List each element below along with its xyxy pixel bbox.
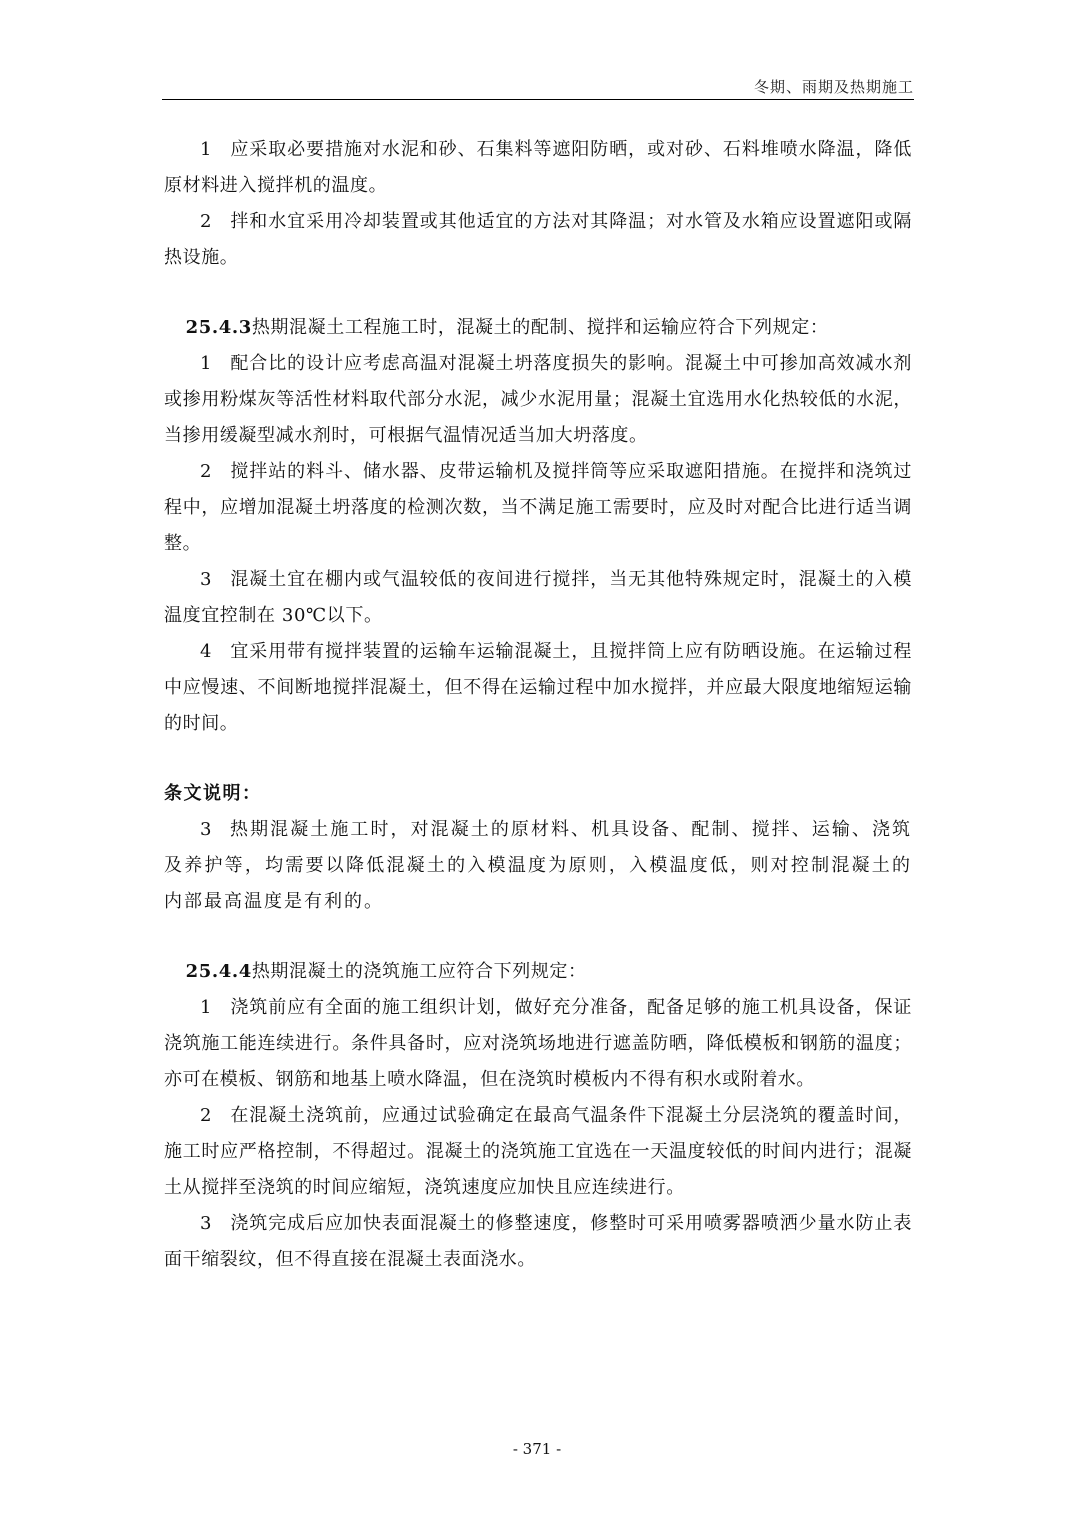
item-text: 混凝土宜在棚内或气温较低的夜间进行搅拌，当无其他特殊规定时，混凝土的入模温度宜控制在 30℃以下。 [164,569,912,626]
item-text: 浇筑前应有全面的施工组织计划，做好充分准备，配备足够的施工机具设备，保证浇筑施工能连续进行。条件具备时，应对浇筑场地进行遮盖防晒，降低模板和钢筋的温度；亦可在模板、钢筋和地基上喷水降温，但在浇筑时模板内不得有积水或附着水。 [164,997,912,1090]
item-number: 4 [200,641,213,662]
paragraph-2-water-cooling [164,204,912,276]
item-text: 应采取必要措施对水泥和砂、石集料等遮阳防晒，或对砂、石料堆喷水降温，降低原材料进入搅拌机的温度。 [164,139,912,196]
item-number: 2 [200,1105,213,1126]
clause-25-4-3-item-2 [164,454,912,562]
item-text: 浇筑完成后应加快表面混凝土的修整速度，修整时可采用喷雾器喷洒少量水防止表面干缩裂纹，但不得直接在混凝土表面浇水。 [164,1213,912,1270]
clause-heading-text: 热期混凝土的浇筑施工应符合下列规定： [251,961,587,982]
section-spacer [164,276,912,310]
item-text: 搅拌站的料斗、储水器、皮带运输机及搅拌筒等应采取遮阳措施。在搅拌和浇筑过程中，应增加混凝土坍落度的检测次数，当不满足施工需要时，应及时对配合比进行适当调整。 [164,461,912,554]
item-text: 在混凝土浇筑前，应通过试验确定在最高气温条件下混凝土分层浇筑的覆盖时间，施工时应严格控制，不得超过。混凝土的浇筑施工宜选在一天温度较低的时间内进行；混凝土从搅拌至浇筑的时间应缩短，浇筑速度应加快且应连续进行。 [164,1105,912,1198]
item-number: 3 [200,569,213,590]
paragraph-1-materials-shading [164,132,912,204]
item-text: 配合比的设计应考虑高温对混凝土坍落度损失的影响。混凝土中可掺加高效减水剂或掺用粉煤灰等活性材料取代部分水泥，减少水泥用量；混凝土宜选用水化热较低的水泥，当掺用缓凝型减水剂时，可根据气温情况适当加大坍落度。 [164,353,912,446]
item-text: 热期混凝土施工时，对混凝土的原材料、机具设备、配制、搅拌、运输、浇筑及养护等，均需要以降低混凝土的入模温度为原则，入模温度低，则对控制混凝土的内部最高温度是有利的。 [164,819,912,912]
clause-25-4-3-item-3 [164,562,912,634]
running-header-title: 冬期、雨期及热期施工 [753,78,914,96]
item-number: 1 [200,139,213,160]
clause-25-4-4-heading [164,954,912,990]
item-text: 拌和水宜采用冷却装置或其他适宜的方法对其降温；对水管及水箱应设置遮阳或隔热设施。 [164,211,912,268]
item-number: 1 [200,997,213,1018]
clause-25-4-3-item-4 [164,634,912,742]
item-text: 宜采用带有搅拌装置的运输车运输混凝土，且搅拌筒上应有防晒设施。在运输过程中应慢速、不间断地搅拌混凝土，但不得在运输过程中加水搅拌，并应最大限度地缩短运输的时间。 [164,641,912,734]
clause-25-4-4-item-2 [164,1098,912,1206]
item-number: 2 [200,211,213,232]
section-spacer [164,742,912,776]
clause-25-4-3-heading [164,310,912,346]
clause-number: 25.4.4 [185,961,252,982]
clause-25-4-4-item-1 [164,990,912,1098]
item-number: 2 [200,461,213,482]
explanatory-note-title: 条文说明： [164,783,262,804]
explanatory-note-item-3 [164,812,912,920]
clause-25-4-4-item-3 [164,1206,912,1278]
clause-number: 25.4.3 [185,317,252,338]
page-number: - 371 - [512,1440,562,1458]
section-spacer [164,920,912,954]
item-number: 3 [200,819,214,840]
page-body [164,132,912,1278]
clause-heading-text: 热期混凝土工程施工时，混凝土的配制、搅拌和运输应符合下列规定： [251,317,829,338]
header-divider [162,99,914,100]
item-number: 3 [200,1213,213,1234]
clause-25-4-3-item-1 [164,346,912,454]
item-number: 1 [200,353,213,374]
